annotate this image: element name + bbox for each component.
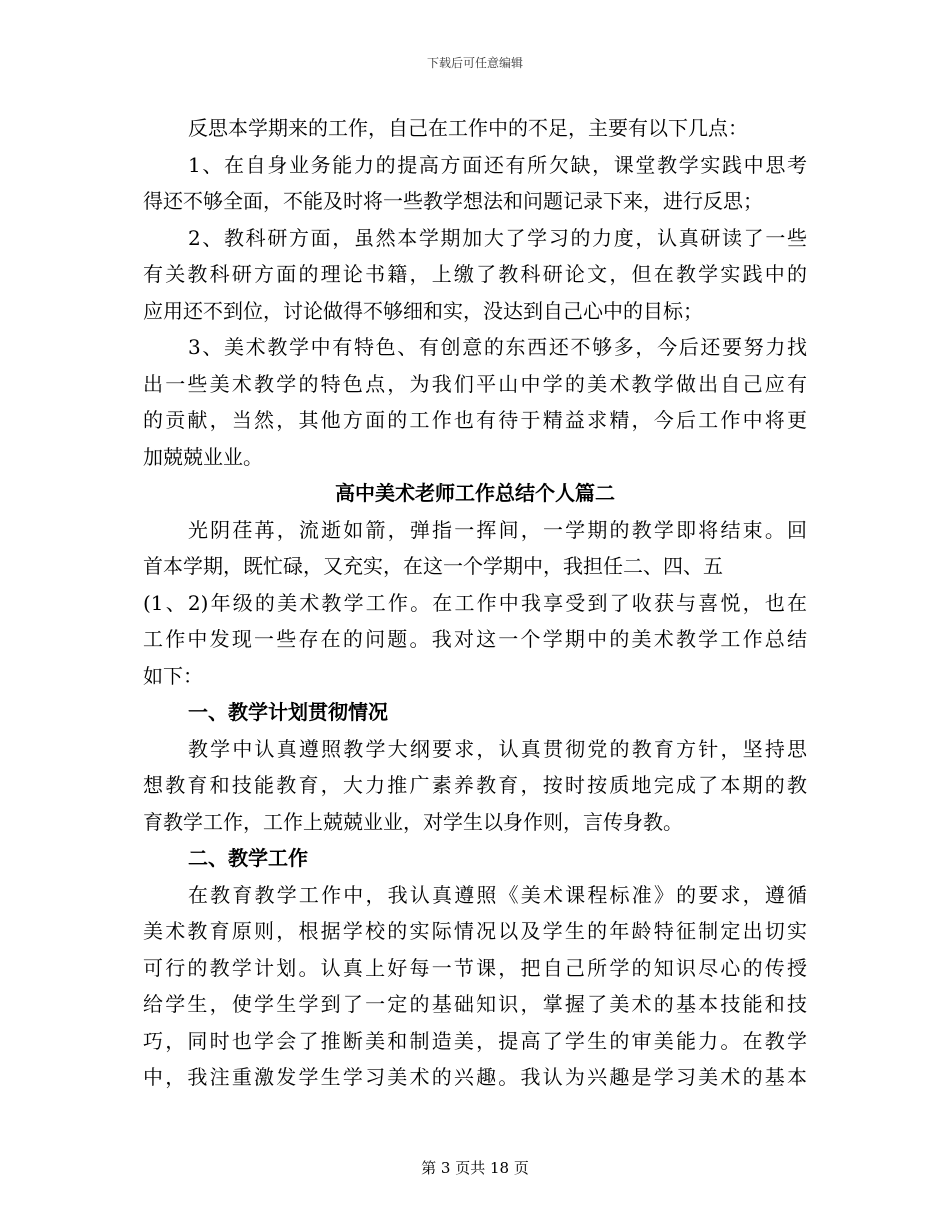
paragraph-line: 巧，同时也学会了推断美和制造美，提高了学生的审美能力。在教学 [143, 1028, 807, 1053]
page-footer: 第 3 页共 18 页 [421, 1159, 529, 1177]
paragraph-line: 育教学工作，工作上兢兢业业，对学生以身作则，言传身教。 [143, 809, 683, 834]
paragraph-line: 给学生，使学生学到了一定的基础知识，掌握了美术的基本技能和技 [143, 992, 807, 1016]
paragraph-line: 美术教育原则，根据学校的实际情况以及学生的年龄特征制定出切实 [143, 919, 807, 943]
page-header: 下载后可任意编辑 [426, 56, 523, 70]
paragraph-line: 反思本学期来的工作，自己在工作中的不足，主要有以下几点： [188, 116, 748, 140]
paragraph-line: 2、教科研方面，虽然本学期加大了学习的力度，认真研读了一些 [188, 225, 807, 250]
paragraph-line: 在教育教学工作中，我认真遵照《美术课程标准》的要求，遵循 [188, 882, 807, 907]
paragraph-line: 教学中认真遵照教学大纲要求，认真贯彻党的教育方针，坚持思 [188, 736, 807, 761]
paragraph-line: 光阴荏苒，流逝如箭，弹指一挥间，一学期的教学即将结束。回 [188, 517, 807, 542]
paragraph-line: 如下： [143, 663, 203, 688]
paragraph-line: 工作中发现一些存在的问题。我对这一个学期中的美术教学工作总结 [143, 627, 807, 651]
paragraph-line: 加兢兢业业。 [143, 444, 263, 469]
section-heading: 一、教学计划贯彻情况 [188, 700, 388, 724]
paragraph-line: 应用还不到位，讨论做得不够细和实，没达到自己心中的目标； [143, 298, 703, 323]
paragraph-line: 的贡献，当然，其他方面的工作也有待于精益求精，今后工作中将更 [143, 408, 807, 432]
section-title: 高中美术老师工作总结个人篇二 [335, 481, 615, 505]
paragraph-line: 想教育和技能教育，大力推广素养教育，按时按质地完成了本期的教 [143, 773, 807, 797]
paragraph-line: 出一些美术教学的特色点，为我们平山中学的美术教学做出自己应有 [143, 371, 807, 396]
paragraph-line: (1、2)年级的美术教学工作。在工作中我享受到了收获与喜悦，也在 [143, 590, 807, 615]
section-heading: 二、教学工作 [188, 846, 308, 870]
paragraph-line: 有关教科研方面的理论书籍，上缴了教科研论文，但在教学实践中的 [143, 262, 807, 286]
paragraph-line: 1、在自身业务能力的提高方面还有所欠缺，课堂教学实践中思考 [188, 152, 807, 177]
paragraph-line: 得还不够全面，不能及时将一些教学想法和问题记录下来，进行反思； [143, 189, 763, 213]
document-body [143, 110, 807, 1096]
paragraph-line: 中，我注重激发学生学习美术的兴趣。我认为兴趣是学习美术的基本 [143, 1065, 807, 1089]
paragraph-line: 3、美术教学中有特色、有创意的东西还不够多，今后还要努力找 [188, 335, 807, 359]
paragraph-line: 可行的教学计划。认真上好每一节课，把自己所学的知识尽心的传授 [143, 955, 807, 980]
paragraph-line: 首本学期，既忙碌，又充实，在这一个学期中，我担任二、四、五 [143, 554, 723, 578]
